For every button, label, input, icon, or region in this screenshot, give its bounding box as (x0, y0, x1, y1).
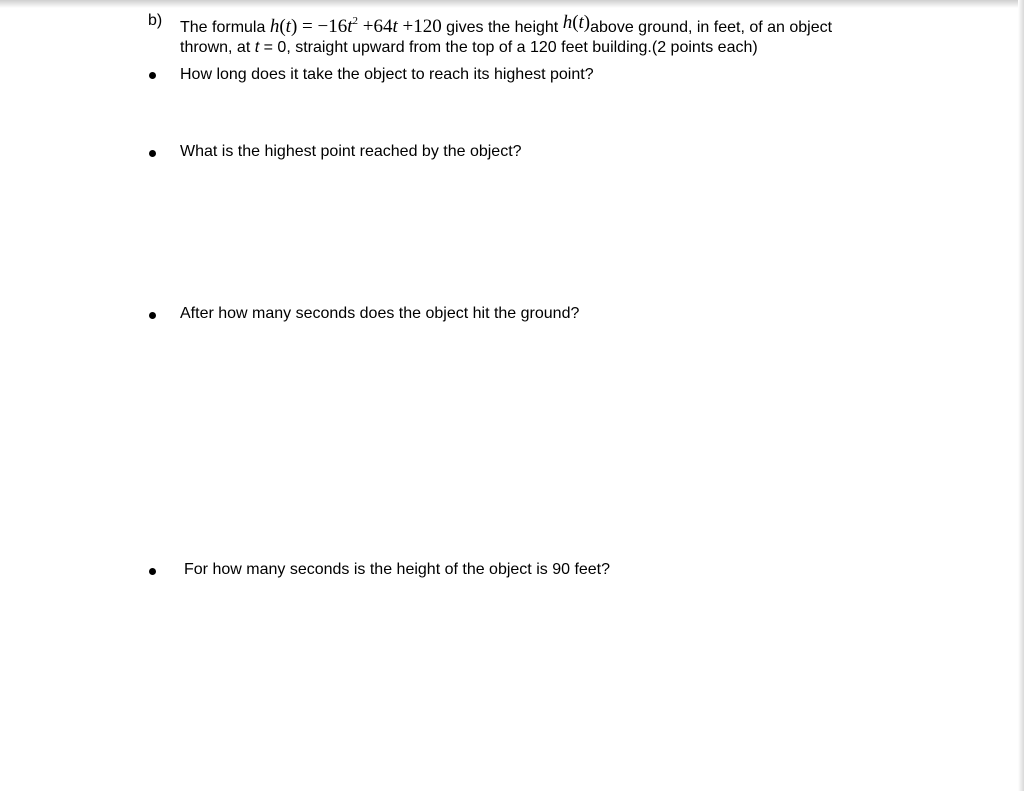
question-4: For how many seconds is the height of the object is 90 feet? (184, 561, 611, 578)
part-label: b) (148, 12, 163, 29)
bullet-2 (149, 150, 156, 157)
bullet-1 (149, 72, 156, 79)
line2-var: t (254, 39, 260, 56)
question-3: After how many seconds does the object hit the ground? (180, 305, 580, 322)
formula: $h(t) = -16t^2 +64t +120$ (269, 15, 442, 37)
line2-prefix: thrown, at (180, 39, 251, 56)
intro-middle: gives the height (446, 19, 559, 36)
intro-prefix: The formula (180, 19, 266, 36)
problem-intro-line (180, 11, 832, 38)
bullet-3 (149, 312, 156, 319)
bullet-4 (149, 568, 156, 575)
page-right-shadow (1018, 0, 1024, 791)
question-2: What is the highest point reached by the object? (180, 143, 522, 160)
line2-suffix: = 0, straight upward from the top of a 120 feet building.(2 points each) (263, 39, 758, 56)
height-symbol: h(t) (562, 12, 591, 33)
intro-suffix: above ground, in feet, of an object (590, 19, 833, 36)
question-1: How long does it take the object to reach its highest point? (180, 66, 594, 83)
page-top-shadow (0, 0, 1024, 8)
problem-line-2 (180, 38, 758, 58)
